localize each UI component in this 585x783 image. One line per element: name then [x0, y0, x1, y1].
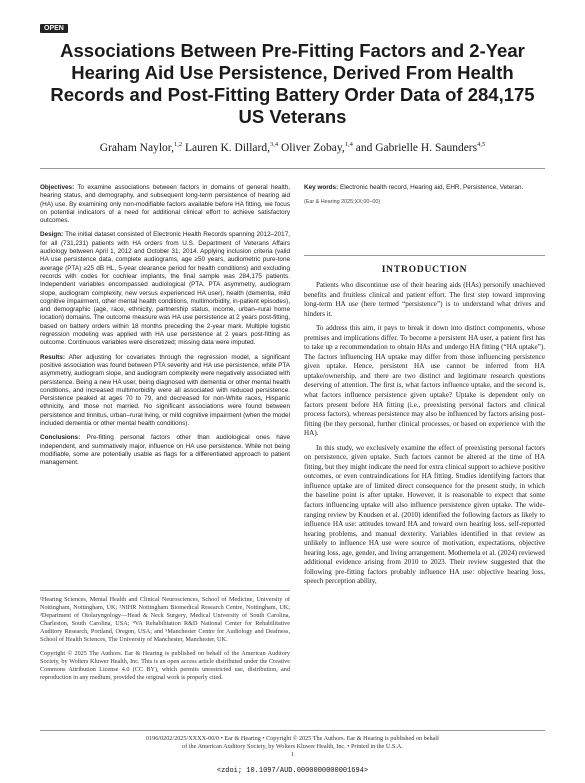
author-name: Lauren K. Dillard,	[185, 141, 270, 154]
abstract-divider-right	[304, 255, 545, 256]
abstract-label: Design:	[40, 231, 64, 239]
abstract-results	[40, 354, 290, 429]
abstract-label: Conclusions:	[40, 434, 81, 442]
abstract-text: The initial dataset consisted of Electronic Health Records spanning 2012–2017, for all (731,231) patients with HA orders from U.S. Department of Veterans Affairs audiology between April 1, 2012 and October 31, 2014. Applying inclusion criteria (valid HA use persistence data, complete audiograms, age ≥50 years, audiometric pure-tone average (PTA) ≥25 dB HL, 5-year clearance period for health conditions) and excluding records with codes for cochlear implants, the final sample was 284,175 patients. Independent variables encompassed audiological (PTA, PTA asymmetry, audiogram slope, audiogram complexity, new versus experienced HA user), health (dementia, mild cognitive impairment, other mental health conditions, multimorbidity, in-patient episodes), and demographic (age, race, ethnicity, partnership status, income, urban–rural home location) domains. The outcome measure was HA use persistence at 2 years post-fitting, based on battery orders within 18 months preceding the 2-year mark. Multiple logistic regression modeling was applied with HA use persistence at 2 years post-fitting as outcome. Continuous variables were discretized; missing data were imputed.	[40, 231, 290, 347]
author-affiliation: 1,4	[344, 141, 353, 148]
abstract-divider-left	[40, 590, 290, 591]
section-heading-introduction: INTRODUCTION	[381, 265, 468, 275]
journal-citation: (Ear & Hearing 2025;XX;00–00)	[304, 199, 381, 206]
abstract-text: After adjusting for covariates through the regression model, a significant positive association was found between PTA severity and HA use persistence, while PTA asymmetry, audiogram slope, and audiogram complexity were negatively associated with persistence. Being a new HA user, being diagnosed with dementia or other mental health conditions, and increased multimorbidity were all associated with reduced persistence. Persistence peaked at ages 70 to 79, and decreased for non-White races, Hispanic ethnicity, and those not married. No significant associations were found between persistence and tinnitus, urban–rural living, or mild cognitive impairment (when the model included dementia or other mental health conditions).	[40, 353, 290, 428]
intro-paragraph: Patients who discontinue use of their hearing aids (HAs) personify unachieved benefits and fruitless clinical and patient effort. The first step toward improving long-term HA use (here termed “persistence”) is to understand what drives and hinders it.	[304, 281, 545, 318]
abstract-right-column	[304, 184, 545, 207]
copyright-footnote: Copyright © 2025 The Authors. Ear & Hearing is published on behalf of the American Auditory Society, by Wolters Kluwer Health, Inc. This is an open access article distributed under the Creative Commons Attribution License 4.0 (CC BY), which permits unrestricted use, distribution, and reproduction in any medium, provided the original work is properly cited.	[40, 649, 290, 681]
article-title: Associations Between Pre-Fitting Factors and 2-Year Hearing Aid Use Persistence, Derived From Health Records and Post-Fitting Battery Order Data of 284,175 US Veterans	[50, 40, 535, 127]
footer-divider	[40, 730, 545, 731]
keywords-label: Key words:	[304, 184, 339, 191]
author-name: and Gabrielle H. Saunders	[355, 141, 478, 154]
author-name: Graham Naylor,	[99, 141, 175, 154]
keywords-text: Electronic health record, Hearing aid, EHR, Persistence, Veteran.	[339, 184, 524, 191]
title-divider	[40, 168, 545, 169]
author-affiliation: 4,5	[477, 141, 486, 148]
affiliations-footnote: ¹Hearing Sciences, Mental Health and Clinical Neurosciences, School of Medicine, University of Nottingham, Nottingham, UK; ²NIHR Nottingham Biomedical Research Centre, Nottingham, UK; ³Department of Otolaryngology—Head & Neck Surgery, Medical University of South Carolina, Charleston, South Carolina, USA; ⁴VA Rehabilitation R&D National Center for Rehabilitative Auditory Research, Portland, Oregon, USA; and ⁵Manchester Centre for Audiology and Deafness, School of Health Sciences, The University of Manchester, Manchester, UK.	[40, 596, 290, 644]
abstract-label: Results:	[40, 353, 66, 361]
doi-link[interactable]: <zdoi; 10.1097/AUD.0000000000001694>	[216, 767, 369, 775]
footnotes	[40, 596, 290, 687]
journal-footer-line: of the American Auditory Society, by Wolters Kluwer Health, Inc. • Printed in the U.S.A.	[182, 743, 403, 750]
abstract-conclusions	[40, 434, 290, 467]
abstract-text: To examine associations between factors in domains of general health, hearing status, and demography, and subsequent long-term persistence of hearing aid (HA) use. By examining only non-modifiable factors available before HA fitting, we focus on potential indicators of a need for additional clinical effort to achieve satisfactory outcomes.	[40, 184, 291, 225]
abstract-text: Pre-fitting personal factors other than audiological ones have independent, and summatively major, influence on HA use persistence. While not being modifiable, some are potentially usable as flags for a differentiated approach to patient management.	[40, 434, 290, 467]
abstract-design	[40, 231, 290, 347]
journal-footer-line: 0196/0202/2025/XXXX-00/0 • Ear & Hearing • Copyright © 2025 The Authors. Ear & Hearing is published on behalf	[145, 735, 440, 742]
author-affiliation: 1,2	[174, 141, 183, 148]
journal-footer	[40, 735, 545, 759]
page-number: 1	[290, 751, 295, 758]
abstract-label: Objectives:	[40, 184, 75, 191]
intro-paragraph: To address this aim, it pays to break it down into distinct components, whose premises and implications differ. To become a persistent HA user, a patient first has to take up a recommendation to obtain HAs and undergo HA fitting (“HA uptake”). The factors influencing HA uptake may differ from those influencing persistence given uptake. Hence, persistent HA use cannot be inferred from HA uptake/ownership, and there are two distinct and legitimate research questions deserving of attention. The first is, what factors influence uptake, and the second is, what factors influence persistence given uptake? Uptake is dependent only on factors present before HA fitting (i.e., preexisting personal factors and clinical process factors), whereas persistence may also be influenced by factors arising post-fitting (be they personal, further clinical processes, or based on experience with the HA).	[304, 324, 545, 438]
abstract-keywords	[304, 184, 545, 192]
open-access-badge: OPEN	[40, 24, 68, 33]
introduction-body	[304, 281, 545, 592]
author-affiliation: 3,4	[269, 141, 279, 148]
abstract-left-column	[40, 184, 290, 474]
author-name: Oliver Zobay,	[280, 141, 345, 154]
intro-paragraph: In this study, we exclusively examine the effect of preexisting personal factors on persistence, given uptake. Such factors cannot be altered at the time of HA fitting, but they might indicate the need for extra clinical support to achieve positive outcomes, or even contraindications for HA fitting. Studies identifying factors that influence uptake are of limited direct consequence for the present study, in which the baseline point is after uptake. However, it is reasonable to expect that some factors influencing uptake will also influence persistence given uptake. The wide-ranging review by Knudsen et al. (2010) identified the following factors as likely to influence HA use: attitudes toward HA and toward own hearing loss, self-reported hearing problems, and manual dexterity. Variables identified in that review as unlikely to influence HA use were source of motivation, expectations, objective hearing loss, age, gender, and living arrangement. Mothemela et al. (2024) reviewed additional evidence arising from 2010 to 2023. Their review suggested that the following pre-fitting factors probably influence HA use: objective hearing loss, speech perception ability,	[304, 443, 545, 586]
abstract-objectives	[40, 184, 290, 225]
author-list	[40, 141, 545, 154]
